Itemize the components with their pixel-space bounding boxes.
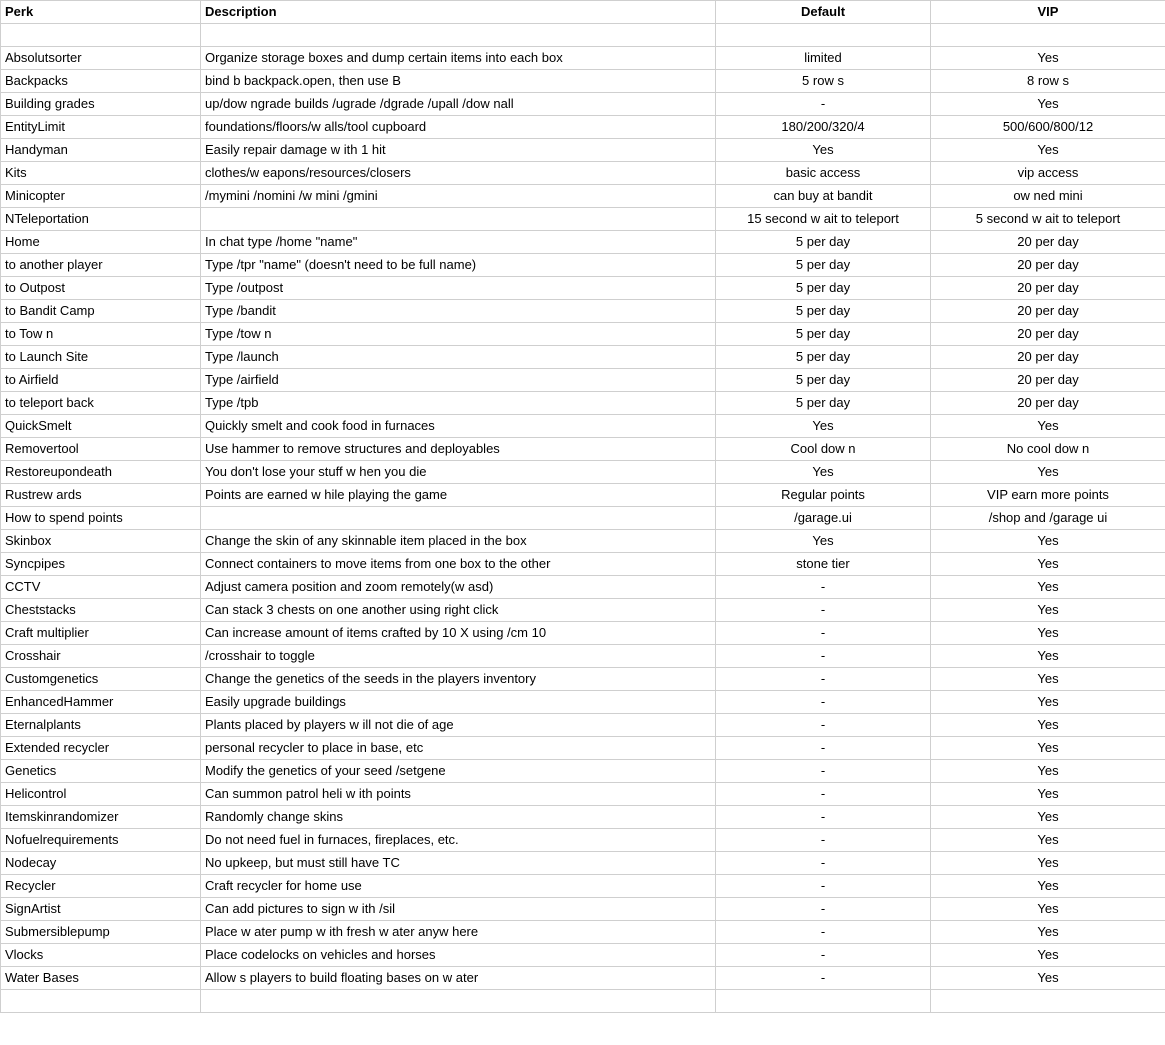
- table-row: [1, 714, 1165, 737]
- cell-description[interactable]: [201, 208, 716, 231]
- cell-vip[interactable]: 20 per day: [931, 392, 1165, 415]
- table-row: [1, 599, 1165, 622]
- table-row: [1, 300, 1165, 323]
- cell-vip[interactable]: [931, 24, 1165, 47]
- table-row: [1, 162, 1165, 185]
- cell-vip[interactable]: 20 per day: [931, 277, 1165, 300]
- header-default: Default: [716, 1, 931, 24]
- cell-perk[interactable]: Eternalplants: [1, 714, 201, 737]
- cell-description[interactable]: [201, 507, 716, 530]
- cell-description[interactable]: up/dow ngrade builds /ugrade /dgrade /upall /dow nall: [201, 93, 716, 116]
- cell-perk[interactable]: Recycler: [1, 875, 201, 898]
- table-body: [1, 24, 1165, 1013]
- cell-description[interactable]: Can stack 3 chests on one another using right click: [201, 599, 716, 622]
- table-row: [1, 116, 1165, 139]
- cell-description[interactable]: [201, 24, 716, 47]
- cell-perk[interactable]: Cheststacks: [1, 599, 201, 622]
- table-row: [1, 93, 1165, 116]
- cell-description[interactable]: Can increase amount of items crafted by 10 X using /cm 10: [201, 622, 716, 645]
- cell-description[interactable]: Easily upgrade buildings: [201, 691, 716, 714]
- table-row: [1, 70, 1165, 93]
- cell-description[interactable]: /crosshair to toggle: [201, 645, 716, 668]
- cell-description[interactable]: Allow s players to build floating bases on w ater: [201, 967, 716, 990]
- table-row: [1, 944, 1165, 967]
- cell-vip[interactable]: Yes: [931, 576, 1165, 599]
- cell-default[interactable]: -: [716, 622, 931, 645]
- cell-default[interactable]: [716, 24, 931, 47]
- cell-perk[interactable]: EntityLimit: [1, 116, 201, 139]
- cell-default[interactable]: -: [716, 875, 931, 898]
- cell-perk[interactable]: Vlocks: [1, 944, 201, 967]
- cell-default[interactable]: Yes: [716, 530, 931, 553]
- cell-perk[interactable]: Backpacks: [1, 70, 201, 93]
- table-row: [1, 875, 1165, 898]
- cell-perk[interactable]: Absolutsorter: [1, 47, 201, 70]
- cell-description[interactable]: In chat type /home "name": [201, 231, 716, 254]
- cell-vip[interactable]: Yes: [931, 783, 1165, 806]
- cell-description[interactable]: /mymini /nomini /w mini /gmini: [201, 185, 716, 208]
- cell-vip[interactable]: Yes: [931, 967, 1165, 990]
- cell-default[interactable]: can buy at bandit: [716, 185, 931, 208]
- cell-perk[interactable]: EnhancedHammer: [1, 691, 201, 714]
- cell-default[interactable]: 5 row s: [716, 70, 931, 93]
- cell-description[interactable]: Points are earned w hile playing the game: [201, 484, 716, 507]
- cell-description[interactable]: Use hammer to remove structures and deployables: [201, 438, 716, 461]
- cell-perk[interactable]: to Launch Site: [1, 346, 201, 369]
- table-row: [1, 806, 1165, 829]
- cell-perk[interactable]: CCTV: [1, 576, 201, 599]
- cell-description[interactable]: [201, 990, 716, 1013]
- cell-description[interactable]: Type /launch: [201, 346, 716, 369]
- table-row: [1, 852, 1165, 875]
- cell-description[interactable]: Plants placed by players w ill not die of age: [201, 714, 716, 737]
- cell-description[interactable]: Randomly change skins: [201, 806, 716, 829]
- cell-description[interactable]: Type /bandit: [201, 300, 716, 323]
- cell-description[interactable]: Connect containers to move items from one box to the other: [201, 553, 716, 576]
- table-row: [1, 737, 1165, 760]
- cell-default[interactable]: -: [716, 806, 931, 829]
- cell-vip[interactable]: No cool dow n: [931, 438, 1165, 461]
- cell-vip[interactable]: VIP earn more points: [931, 484, 1165, 507]
- cell-description[interactable]: Place w ater pump w ith fresh w ater anyw here: [201, 921, 716, 944]
- cell-default[interactable]: /garage.ui: [716, 507, 931, 530]
- cell-default[interactable]: basic access: [716, 162, 931, 185]
- cell-vip[interactable]: Yes: [931, 806, 1165, 829]
- cell-vip[interactable]: Yes: [931, 645, 1165, 668]
- cell-perk[interactable]: How to spend points: [1, 507, 201, 530]
- cell-perk[interactable]: Kits: [1, 162, 201, 185]
- cell-default[interactable]: stone tier: [716, 553, 931, 576]
- cell-default[interactable]: Yes: [716, 139, 931, 162]
- table-row: [1, 668, 1165, 691]
- table-row: [1, 231, 1165, 254]
- cell-description[interactable]: Type /tpb: [201, 392, 716, 415]
- cell-vip[interactable]: Yes: [931, 461, 1165, 484]
- cell-default[interactable]: -: [716, 760, 931, 783]
- cell-default[interactable]: -: [716, 737, 931, 760]
- cell-perk[interactable]: [1, 990, 201, 1013]
- cell-description[interactable]: Type /tpr "name" (doesn't need to be full name): [201, 254, 716, 277]
- cell-description[interactable]: Can summon patrol heli w ith points: [201, 783, 716, 806]
- header-row: [1, 1, 1165, 24]
- table-row: [1, 346, 1165, 369]
- cell-default[interactable]: Cool dow n: [716, 438, 931, 461]
- table-row: [1, 47, 1165, 70]
- cell-vip[interactable]: /shop and /garage ui: [931, 507, 1165, 530]
- cell-description[interactable]: Easily repair damage w ith 1 hit: [201, 139, 716, 162]
- cell-default[interactable]: -: [716, 645, 931, 668]
- cell-vip[interactable]: Yes: [931, 47, 1165, 70]
- cell-perk[interactable]: Submersiblepump: [1, 921, 201, 944]
- table-row: [1, 898, 1165, 921]
- table-row: [1, 576, 1165, 599]
- cell-default[interactable]: 5 per day: [716, 254, 931, 277]
- cell-perk[interactable]: Building grades: [1, 93, 201, 116]
- cell-vip[interactable]: Yes: [931, 93, 1165, 116]
- cell-vip[interactable]: Yes: [931, 714, 1165, 737]
- table-row: [1, 967, 1165, 990]
- cell-vip[interactable]: Yes: [931, 760, 1165, 783]
- cell-default[interactable]: -: [716, 576, 931, 599]
- cell-perk[interactable]: QuickSmelt: [1, 415, 201, 438]
- cell-description[interactable]: Type /outpost: [201, 277, 716, 300]
- cell-default[interactable]: 5 per day: [716, 277, 931, 300]
- table-row: [1, 530, 1165, 553]
- cell-perk[interactable]: Crosshair: [1, 645, 201, 668]
- cell-default[interactable]: -: [716, 599, 931, 622]
- cell-default[interactable]: 5 per day: [716, 346, 931, 369]
- cell-vip[interactable]: Yes: [931, 875, 1165, 898]
- cell-description[interactable]: Adjust camera position and zoom remotely(w asd): [201, 576, 716, 599]
- cell-perk[interactable]: Handyman: [1, 139, 201, 162]
- table-row: [1, 208, 1165, 231]
- cell-perk[interactable]: Genetics: [1, 760, 201, 783]
- cell-default[interactable]: Yes: [716, 461, 931, 484]
- cell-vip[interactable]: 20 per day: [931, 346, 1165, 369]
- cell-perk[interactable]: Syncpipes: [1, 553, 201, 576]
- cell-default[interactable]: 15 second w ait to teleport: [716, 208, 931, 231]
- cell-perk[interactable]: Skinbox: [1, 530, 201, 553]
- cell-perk[interactable]: SignArtist: [1, 898, 201, 921]
- cell-description[interactable]: Place codelocks on vehicles and horses: [201, 944, 716, 967]
- cell-perk[interactable]: to teleport back: [1, 392, 201, 415]
- cell-vip[interactable]: Yes: [931, 852, 1165, 875]
- cell-vip[interactable]: Yes: [931, 921, 1165, 944]
- cell-vip[interactable]: Yes: [931, 691, 1165, 714]
- cell-default[interactable]: 180/200/320/4: [716, 116, 931, 139]
- cell-description[interactable]: Craft recycler for home use: [201, 875, 716, 898]
- cell-description[interactable]: Type /airfield: [201, 369, 716, 392]
- cell-default[interactable]: 5 per day: [716, 323, 931, 346]
- table-row: [1, 139, 1165, 162]
- cell-description[interactable]: No upkeep, but must still have TC: [201, 852, 716, 875]
- cell-perk[interactable]: Water Bases: [1, 967, 201, 990]
- cell-perk[interactable]: Nofuelrequirements: [1, 829, 201, 852]
- cell-vip[interactable]: Yes: [931, 622, 1165, 645]
- table-row: [1, 829, 1165, 852]
- table-row: [1, 553, 1165, 576]
- cell-default[interactable]: limited: [716, 47, 931, 70]
- cell-description[interactable]: Type /tow n: [201, 323, 716, 346]
- cell-default[interactable]: 5 per day: [716, 300, 931, 323]
- cell-vip[interactable]: 20 per day: [931, 231, 1165, 254]
- cell-default[interactable]: -: [716, 783, 931, 806]
- table-row: [1, 323, 1165, 346]
- table-row: [1, 484, 1165, 507]
- table-row: [1, 24, 1165, 47]
- cell-vip[interactable]: Yes: [931, 139, 1165, 162]
- cell-perk[interactable]: to Airfield: [1, 369, 201, 392]
- cell-description[interactable]: You don't lose your stuff w hen you die: [201, 461, 716, 484]
- table-row: [1, 645, 1165, 668]
- table-row: [1, 921, 1165, 944]
- cell-description[interactable]: bind b backpack.open, then use B: [201, 70, 716, 93]
- table-row: [1, 783, 1165, 806]
- cell-vip[interactable]: Yes: [931, 737, 1165, 760]
- cell-perk[interactable]: to Tow n: [1, 323, 201, 346]
- cell-vip[interactable]: 8 row s: [931, 70, 1165, 93]
- cell-vip[interactable]: Yes: [931, 829, 1165, 852]
- cell-vip[interactable]: ow ned mini: [931, 185, 1165, 208]
- cell-perk[interactable]: Craft multiplier: [1, 622, 201, 645]
- cell-default[interactable]: 5 per day: [716, 369, 931, 392]
- cell-vip[interactable]: Yes: [931, 599, 1165, 622]
- cell-default[interactable]: -: [716, 691, 931, 714]
- cell-perk[interactable]: NTeleportation: [1, 208, 201, 231]
- cell-perk[interactable]: Extended recycler: [1, 737, 201, 760]
- cell-perk[interactable]: Restoreupondeath: [1, 461, 201, 484]
- cell-default[interactable]: [716, 990, 931, 1013]
- cell-default[interactable]: -: [716, 93, 931, 116]
- table-row: [1, 415, 1165, 438]
- cell-perk[interactable]: Helicontrol: [1, 783, 201, 806]
- table-row: [1, 392, 1165, 415]
- cell-default[interactable]: -: [716, 714, 931, 737]
- cell-description[interactable]: clothes/w eapons/resources/closers: [201, 162, 716, 185]
- cell-vip[interactable]: Yes: [931, 944, 1165, 967]
- cell-perk[interactable]: Home: [1, 231, 201, 254]
- cell-perk[interactable]: to Bandit Camp: [1, 300, 201, 323]
- table-row: [1, 185, 1165, 208]
- table-row: [1, 990, 1165, 1013]
- cell-default[interactable]: -: [716, 852, 931, 875]
- cell-perk[interactable]: to another player: [1, 254, 201, 277]
- cell-perk[interactable]: Customgenetics: [1, 668, 201, 691]
- cell-description[interactable]: Modify the genetics of your seed /setgene: [201, 760, 716, 783]
- cell-vip[interactable]: Yes: [931, 553, 1165, 576]
- cell-vip[interactable]: 20 per day: [931, 323, 1165, 346]
- table-row: [1, 507, 1165, 530]
- cell-vip[interactable]: vip access: [931, 162, 1165, 185]
- cell-description[interactable]: Change the skin of any skinnable item placed in the box: [201, 530, 716, 553]
- cell-default[interactable]: -: [716, 829, 931, 852]
- cell-vip[interactable]: 5 second w ait to teleport: [931, 208, 1165, 231]
- cell-description[interactable]: Organize storage boxes and dump certain items into each box: [201, 47, 716, 70]
- cell-default[interactable]: 5 per day: [716, 231, 931, 254]
- cell-perk[interactable]: Itemskinrandomizer: [1, 806, 201, 829]
- cell-default[interactable]: Regular points: [716, 484, 931, 507]
- cell-vip[interactable]: Yes: [931, 530, 1165, 553]
- cell-default[interactable]: Yes: [716, 415, 931, 438]
- cell-perk[interactable]: [1, 24, 201, 47]
- table-row: [1, 691, 1165, 714]
- cell-default[interactable]: -: [716, 944, 931, 967]
- cell-vip[interactable]: Yes: [931, 668, 1165, 691]
- cell-description[interactable]: Do not need fuel in furnaces, fireplaces, etc.: [201, 829, 716, 852]
- cell-default[interactable]: -: [716, 668, 931, 691]
- table-row: [1, 438, 1165, 461]
- header-perk: Perk: [1, 1, 201, 24]
- cell-default[interactable]: -: [716, 898, 931, 921]
- cell-perk[interactable]: to Outpost: [1, 277, 201, 300]
- cell-default[interactable]: -: [716, 967, 931, 990]
- table-row: [1, 277, 1165, 300]
- cell-description[interactable]: personal recycler to place in base, etc: [201, 737, 716, 760]
- cell-vip[interactable]: [931, 990, 1165, 1013]
- cell-vip[interactable]: 500/600/800/12: [931, 116, 1165, 139]
- cell-vip[interactable]: Yes: [931, 415, 1165, 438]
- cell-perk[interactable]: Nodecay: [1, 852, 201, 875]
- cell-vip[interactable]: Yes: [931, 898, 1165, 921]
- cell-default[interactable]: 5 per day: [716, 392, 931, 415]
- cell-perk[interactable]: Removertool: [1, 438, 201, 461]
- table-row: [1, 369, 1165, 392]
- table-row: [1, 622, 1165, 645]
- table-row: [1, 461, 1165, 484]
- cell-vip[interactable]: 20 per day: [931, 254, 1165, 277]
- cell-description[interactable]: Change the genetics of the seeds in the players inventory: [201, 668, 716, 691]
- cell-perk[interactable]: Minicopter: [1, 185, 201, 208]
- header-vip: VIP: [931, 1, 1165, 24]
- table-row: [1, 254, 1165, 277]
- cell-vip[interactable]: 20 per day: [931, 300, 1165, 323]
- header-description: Description: [201, 1, 716, 24]
- cell-perk[interactable]: Rustrew ards: [1, 484, 201, 507]
- cell-description[interactable]: Quickly smelt and cook food in furnaces: [201, 415, 716, 438]
- cell-default[interactable]: -: [716, 921, 931, 944]
- cell-vip[interactable]: 20 per day: [931, 369, 1165, 392]
- table-row: [1, 760, 1165, 783]
- cell-description[interactable]: foundations/floors/w alls/tool cupboard: [201, 116, 716, 139]
- cell-description[interactable]: Can add pictures to sign w ith /sil: [201, 898, 716, 921]
